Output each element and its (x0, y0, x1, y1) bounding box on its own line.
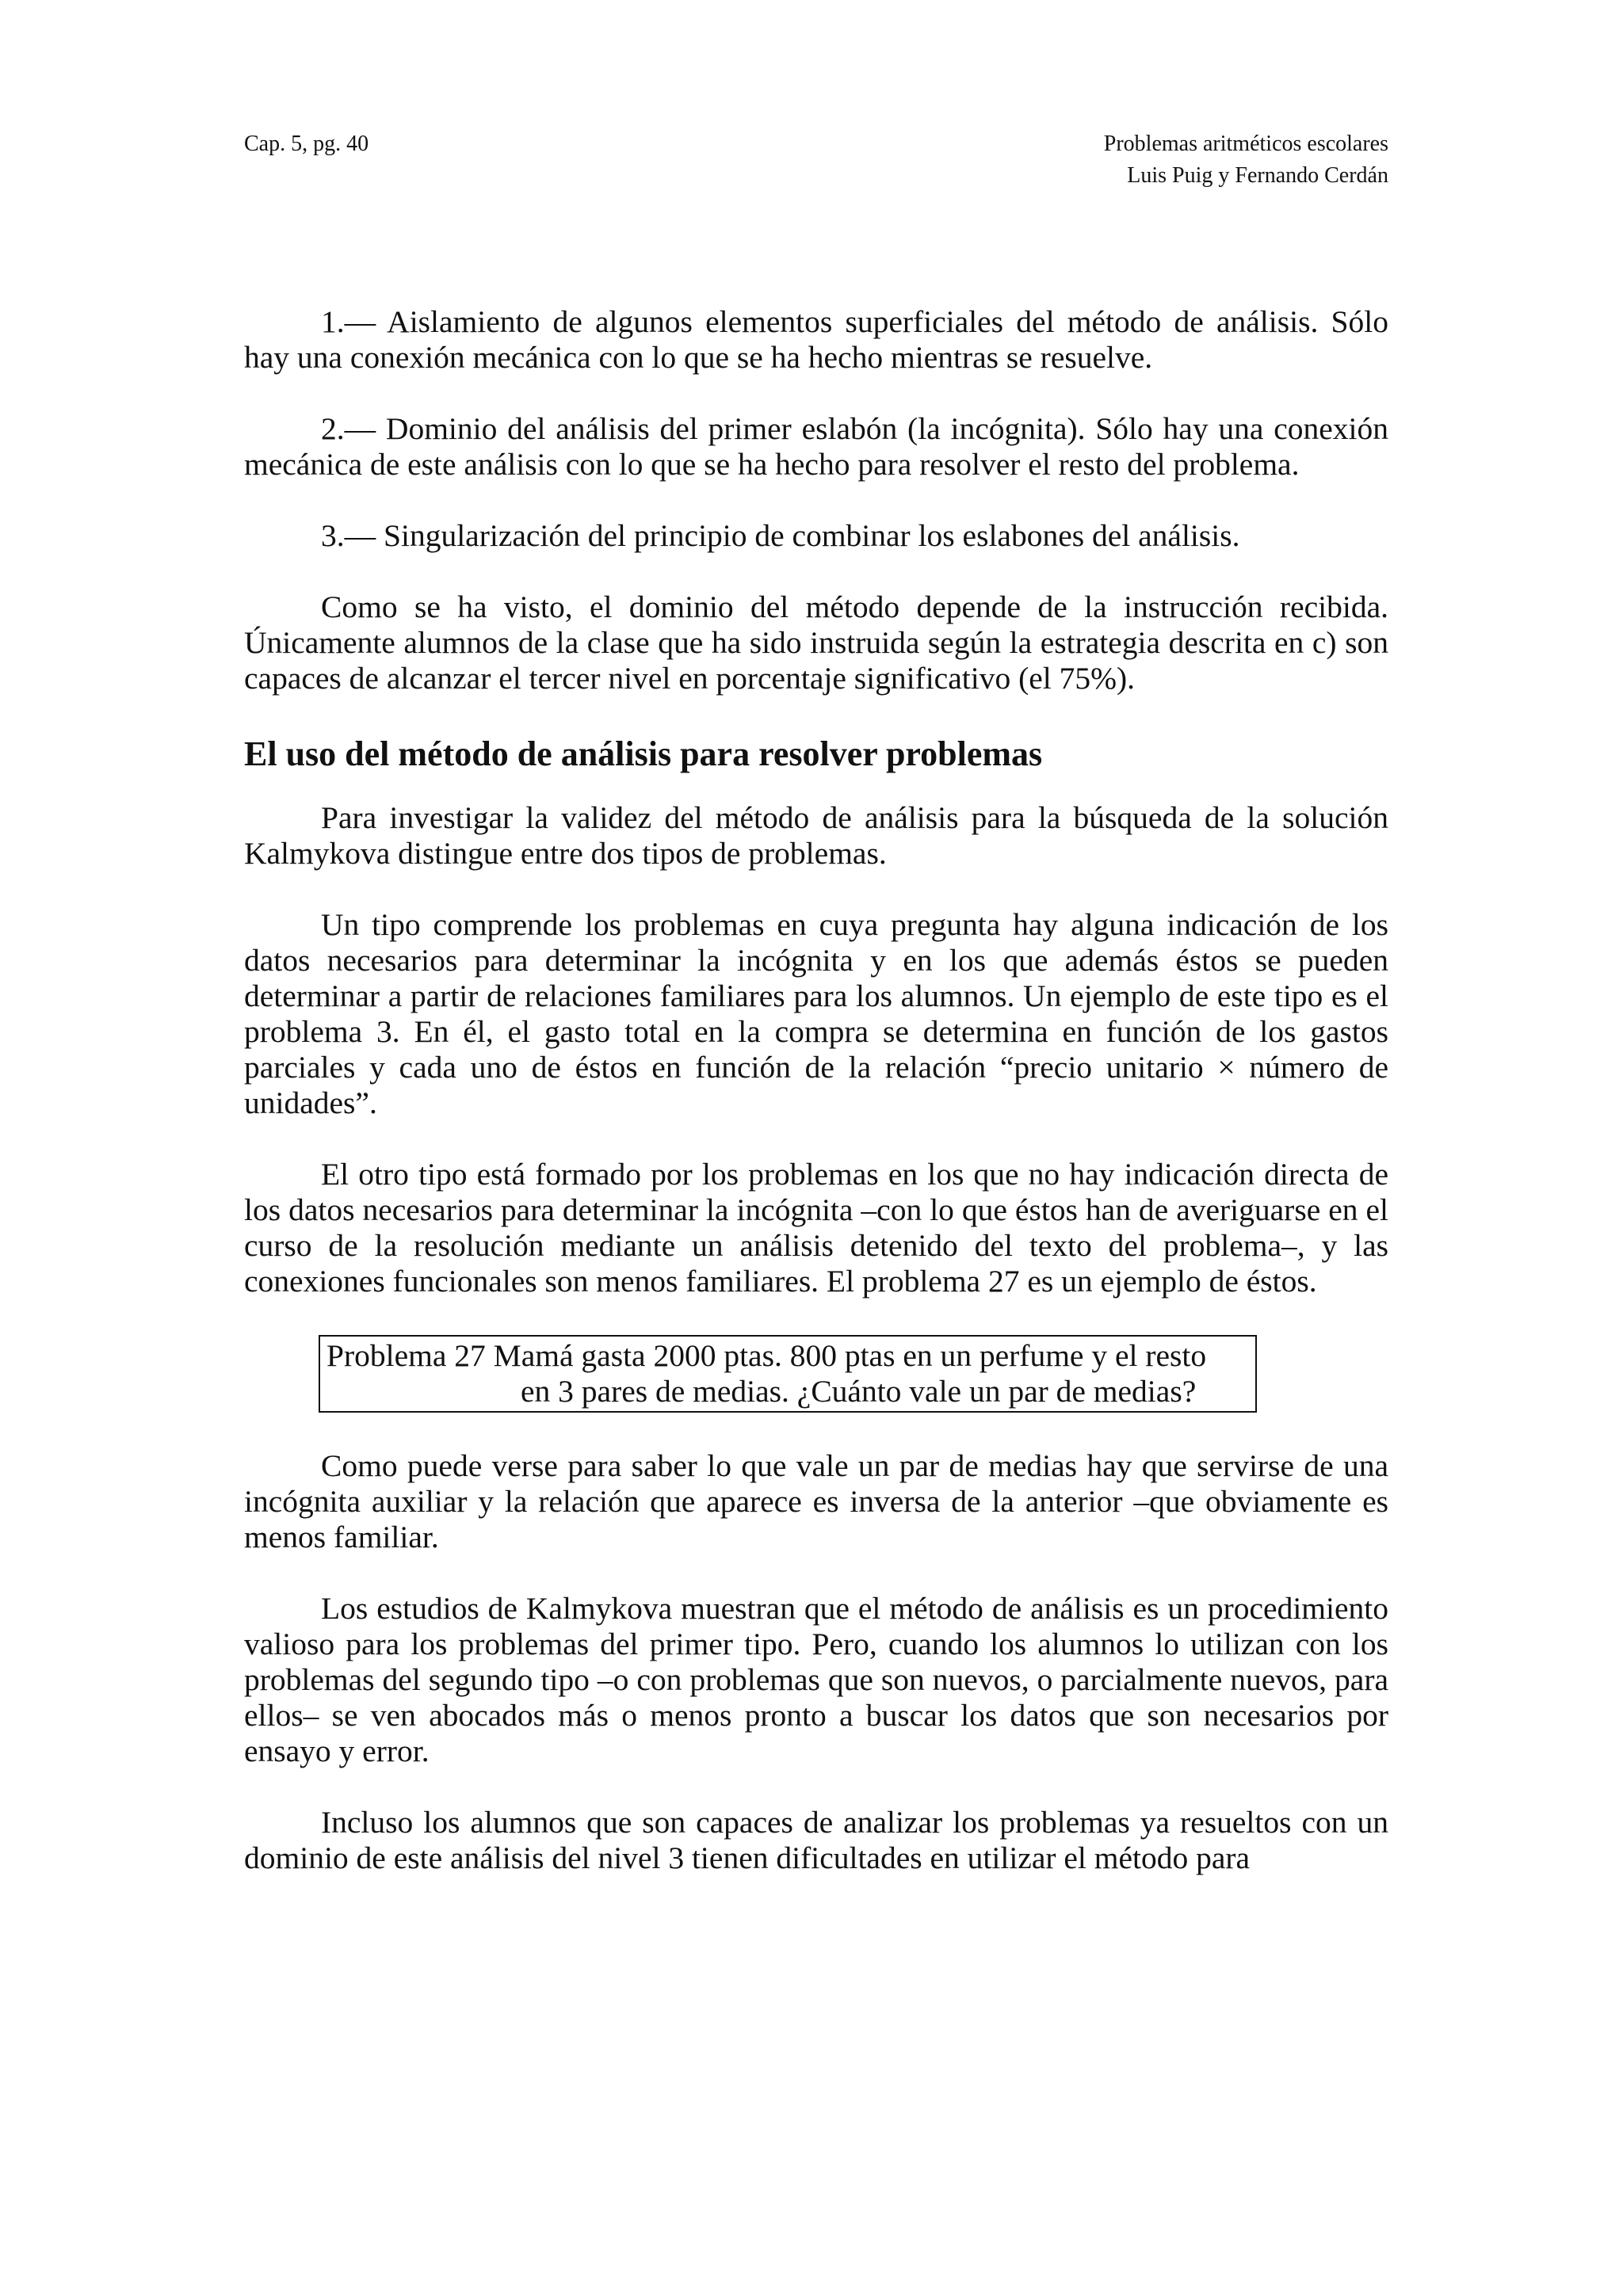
paragraph-kalmykova-studies: Los estudios de Kalmykova muestran que el método de análisis es un procedimiento valioso para los problemas del primer tipo. Pero, cuando los alumnos lo utilizan con los problemas del segundo tipo –o con problemas que son nuevos, o parcialmente nuevos, para ellos– se ven abocados más o menos pronto a buscar los datos que son necesarios por ensayo y error. (244, 1591, 1388, 1768)
paragraph-level-3-difficulties: Incluso los alumnos que son capaces de analizar los problemas ya resueltos con un dominio de este análisis del nivel 3 tienen dificultades en utilizar el método para (244, 1805, 1388, 1875)
header-chapter-page: Cap. 5, pg. 40 (244, 132, 369, 156)
section-heading: El uso del método de análisis para resolver problemas (244, 734, 1043, 773)
problem-line-2: en 3 pares de medias. ¿Cuánto vale un par de medias? (521, 1374, 1197, 1409)
paragraph-level-2: 2.— Dominio del análisis del primer eslabón (la incógnita). Sólo hay una conexión mecánica de este análisis con lo que se ha hecho para resolver el resto del problema. (244, 411, 1388, 482)
document-body (244, 304, 1388, 1876)
paragraph-two-types: Para investigar la validez del método de análisis para la búsqueda de la solución Kalmykova distingue entre dos tipos de problemas. (244, 800, 1388, 871)
paragraph-first-type: Un tipo comprende los problemas en cuya pregunta hay alguna indicación de los datos necesarios para determinar la incógnita y en los que además éstos se pueden determinar a partir de relaciones familiares para los alumnos. Un ejemplo de este tipo es el problema 3. En él, el gasto total en la compra se determina en función de los gastos parciales y cada uno de éstos en función de la relación “precio unitario × número de unidades”. (244, 907, 1388, 1120)
header-book-title: Problemas aritméticos escolares (1103, 132, 1388, 156)
paragraph-method-mastery: Como se ha visto, el dominio del método depende de la instrucción recibida. Únicamente alumnos de la clase que ha sido instruida según la estrategia descrita en c) son capaces de alcanzar el tercer nivel en porcentaje significativo (el 75%). (244, 589, 1388, 696)
problem-27-box (319, 1335, 1257, 1413)
problem-line-1: Problema 27 Mamá gasta 2000 ptas. 800 ptas en un perfume y el resto (327, 1338, 1207, 1373)
paragraph-auxiliary-unknown: Como puede verse para saber lo que vale un par de medias hay que servirse de una incógnita auxiliar y la relación que aparece es inversa de la anterior –que obviamente es menos familiar. (244, 1448, 1388, 1554)
paragraph-second-type: El otro tipo está formado por los problemas en los que no hay indicación directa de los datos necesarios para determinar la incógnita –con lo que éstos han de averiguarse en el curso de la resolución mediante un análisis detenido del texto del problema–, y las conexiones funcionales son menos familiares. El problema 27 es un ejemplo de éstos. (244, 1157, 1388, 1299)
paragraph-level-3: 3.— Singularización del principio de combinar los eslabones del análisis. (321, 518, 1240, 553)
header-authors: Luis Puig y Fernando Cerdán (1127, 163, 1388, 188)
header-book-info (1104, 128, 1388, 192)
paragraph-level-1: 1.— Aislamiento de algunos elementos superficiales del método de análisis. Sólo hay una conexión mecánica con lo que se ha hecho mientras se resuelve. (244, 304, 1388, 375)
